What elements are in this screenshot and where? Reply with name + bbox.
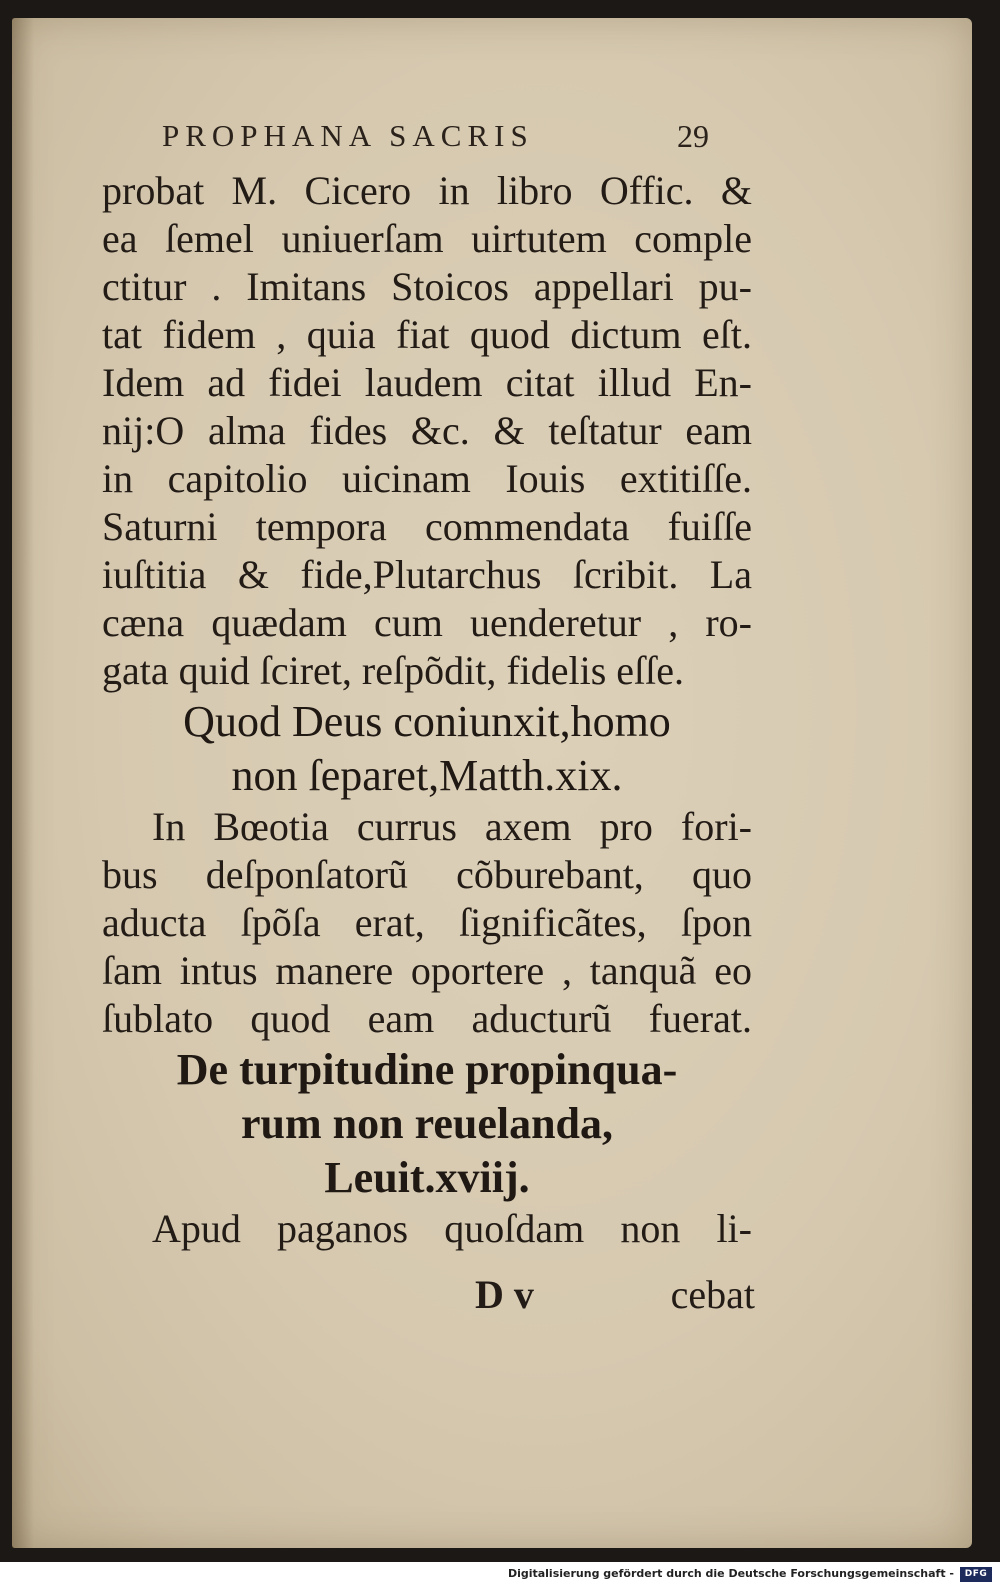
heading-line: Quod Deus coniunxit,homo bbox=[183, 697, 671, 746]
text-line: aducta ſpõſa erat, ſignificãtes, ſpon bbox=[102, 900, 752, 945]
text-line: in capitolio uicinam Iouis extitiſſe. bbox=[102, 456, 752, 501]
main-text-block bbox=[102, 168, 752, 1254]
text-line: Apud paganos quoſdam non li- bbox=[152, 1206, 752, 1251]
section-heading-matthew bbox=[102, 696, 752, 804]
text-line: iuſtitia & fide,Plutarchus ſcribit. La bbox=[102, 552, 752, 597]
section-heading-leviticus bbox=[102, 1044, 752, 1206]
heading-line: Leuit.xviij. bbox=[324, 1153, 530, 1202]
paragraph-cicero bbox=[102, 168, 752, 694]
digitization-footer bbox=[0, 1562, 1000, 1588]
text-line: In Bœotia currus axem pro fori- bbox=[152, 804, 752, 849]
text-line: Saturni tempora commendata fuiſſe bbox=[102, 504, 752, 549]
dfg-logo: DFG bbox=[960, 1567, 992, 1582]
text-line: tat fidem , quia fiat quod dictum eſt. bbox=[102, 312, 752, 357]
paragraph-boeotia bbox=[102, 804, 752, 1042]
text-line: ea ſemel uniuerſam uirtutem comple bbox=[102, 216, 752, 261]
paragraph-pagans bbox=[102, 1206, 752, 1252]
running-head bbox=[12, 118, 972, 158]
heading-line: De turpitudine propinqua- bbox=[176, 1045, 678, 1094]
text-line: cæna quædam cum uenderetur , ro- bbox=[102, 600, 752, 645]
book-page bbox=[12, 18, 972, 1548]
heading-line: non ſeparet,Matth.xix. bbox=[231, 751, 623, 800]
text-line: probat M. Cicero in libro Offic. & bbox=[102, 168, 752, 213]
text-line: ſam intus manere oportere , tanquã eo bbox=[102, 948, 752, 993]
page-gutter-shadow bbox=[12, 18, 34, 1548]
text-line: gata quid ſciret, reſpõdit, fidelis eſſe. bbox=[102, 648, 685, 693]
funding-credit: Digitalisierung gefördert durch die Deutsche Forschungsgemeinschaft - bbox=[507, 1567, 954, 1580]
text-line: bus deſponſatorũ cõburebant, quo bbox=[102, 852, 752, 897]
text-line: Idem ad fidei laudem citat illud En- bbox=[102, 360, 752, 405]
heading-line: rum non reuelanda, bbox=[240, 1099, 614, 1148]
catchword: cebat bbox=[670, 1272, 755, 1317]
page-number: 29 bbox=[677, 118, 709, 154]
catchline bbox=[475, 1271, 755, 1321]
signature-mark: D v bbox=[475, 1272, 534, 1317]
running-head-title: PROPHANA SACRIS bbox=[162, 118, 534, 153]
text-line: ctitur . Imitans Stoicos appellari pu- bbox=[102, 264, 752, 309]
text-line: nij:O alma fides &c. & teſtatur eam bbox=[102, 408, 752, 453]
text-line: ſublato quod eam aducturũ fuerat. bbox=[102, 996, 752, 1041]
